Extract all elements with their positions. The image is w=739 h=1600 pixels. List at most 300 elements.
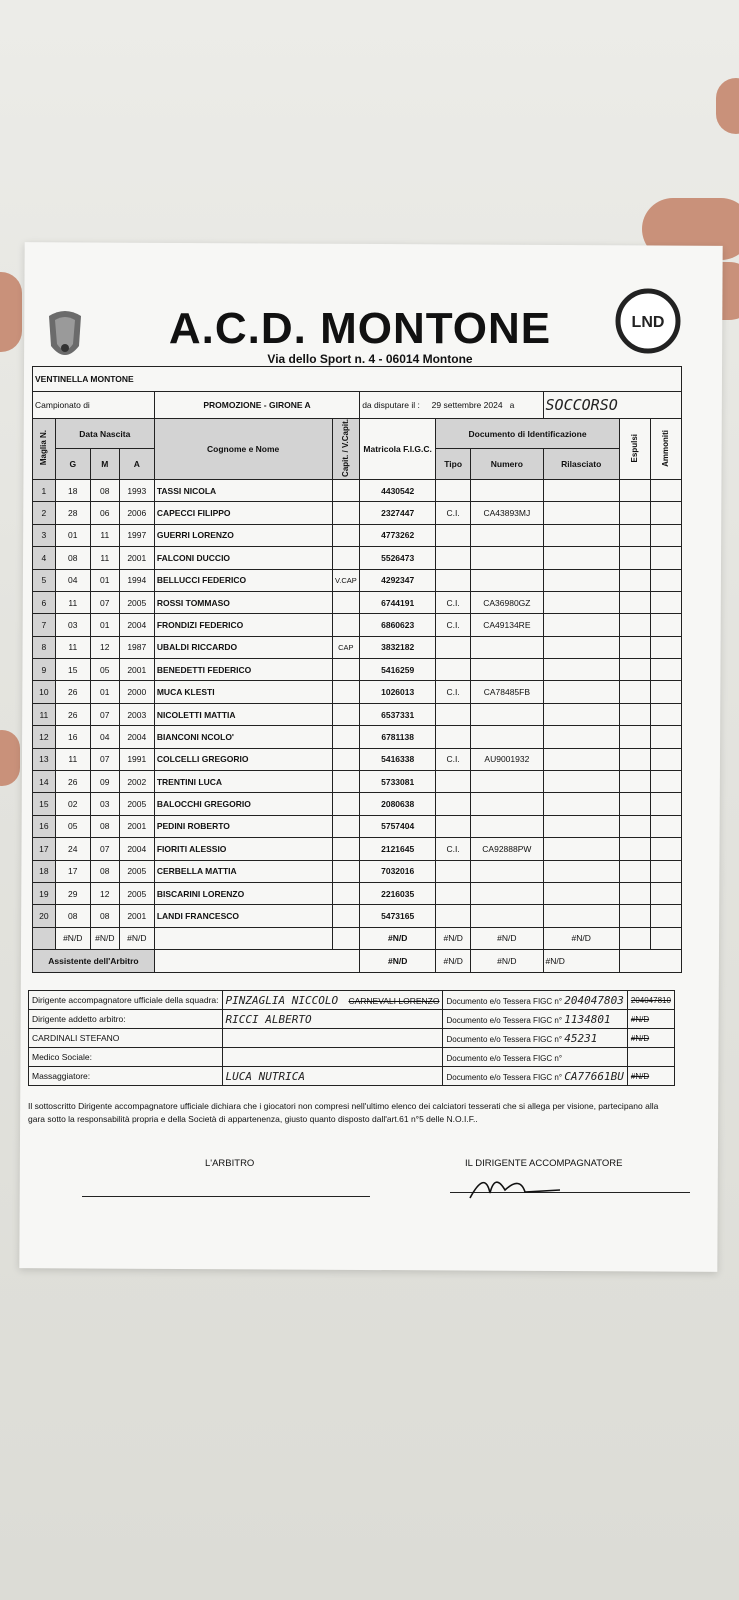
staff-role: Dirigente accompagnatore ufficiale della squadra:	[29, 991, 223, 1010]
captain-mark	[332, 838, 360, 860]
staff-person-cell	[222, 1029, 443, 1048]
registration-number: 5526473	[360, 547, 436, 569]
birth-month: 06	[90, 502, 119, 524]
championship-label: Campionato di	[33, 392, 155, 419]
staff-row	[29, 1029, 675, 1048]
registration-number: 2216035	[360, 882, 436, 904]
birth-year: 2001	[119, 659, 154, 681]
booked	[650, 591, 681, 613]
birth-day: 26	[55, 681, 90, 703]
birth-month: 01	[90, 681, 119, 703]
club-address: Via dello Sport n. 4 - 06014 Montone	[267, 352, 473, 366]
table-row	[33, 591, 682, 613]
col-id-document: Documento di Identificazione	[436, 419, 620, 449]
ra-type: #N/D	[436, 950, 471, 972]
captain-mark	[332, 905, 360, 927]
sent-off	[619, 748, 650, 770]
staff-row	[29, 1067, 675, 1086]
staff-doc-struck: #N/D	[627, 1067, 674, 1086]
captain-mark	[332, 815, 360, 837]
ra-number: #N/D	[471, 950, 543, 972]
shirt-number: 4	[33, 547, 56, 569]
staff-handwritten-name: PINZAGLIA NICCOLO	[225, 993, 339, 1007]
doc-type: C.I.	[436, 502, 471, 524]
staff-doc-value: 1134801	[564, 1012, 611, 1026]
doc-issued	[543, 793, 619, 815]
birth-day: 04	[55, 569, 90, 591]
captain-mark	[332, 703, 360, 725]
shirt-number: 18	[33, 860, 56, 882]
birth-day: 01	[55, 524, 90, 546]
sent-off	[619, 882, 650, 904]
player-name: MUCA KLESTI	[154, 681, 332, 703]
birth-year: 2004	[119, 614, 154, 636]
staff-doc-struck: #N/D	[627, 1029, 674, 1048]
doc-number: CA49134RE	[471, 614, 543, 636]
birth-month: 07	[90, 748, 119, 770]
shirt-number: 12	[33, 726, 56, 748]
doc-number	[471, 569, 543, 591]
doc-type	[436, 726, 471, 748]
staff-person-cell	[222, 991, 443, 1010]
doc-issued	[543, 591, 619, 613]
sent-off	[619, 815, 650, 837]
table-row	[33, 524, 682, 546]
registration-number: 2121645	[360, 838, 436, 860]
doc-number	[471, 905, 543, 927]
doc-type	[436, 771, 471, 793]
referee-assistant-name	[154, 950, 359, 972]
birth-day: 02	[55, 793, 90, 815]
birth-month: 11	[90, 547, 119, 569]
doc-issued	[543, 726, 619, 748]
table-row	[33, 636, 682, 658]
shirt-number: 7	[33, 614, 56, 636]
registration-number: 4773262	[360, 524, 436, 546]
table-row	[33, 726, 682, 748]
staff-doc-value: CA77661BU	[564, 1069, 624, 1083]
sent-off	[619, 569, 650, 591]
sent-off	[619, 591, 650, 613]
birth-month: 03	[90, 793, 119, 815]
booked	[650, 703, 681, 725]
birth-year: 2005	[119, 793, 154, 815]
registration-number: 5416259	[360, 659, 436, 681]
birth-day: 08	[55, 905, 90, 927]
shirt-number: 10	[33, 681, 56, 703]
shirt-number: 1	[33, 479, 56, 501]
shirt-number: 13	[33, 748, 56, 770]
birth-year: 1987	[119, 636, 154, 658]
captain-mark	[332, 726, 360, 748]
staff-struck-name: CARNEVALI LORENZO	[348, 995, 440, 1006]
doc-number	[471, 815, 543, 837]
col-sent-off: Espulsi	[630, 433, 640, 463]
doc-issued	[543, 569, 619, 591]
birth-month: 07	[90, 703, 119, 725]
booked	[650, 771, 681, 793]
referee-assistant-label: Assistente dell'Arbitro	[33, 950, 155, 972]
doc-type	[436, 905, 471, 927]
birth-day: 11	[55, 591, 90, 613]
player-name: LANDI FRANCESCO	[154, 905, 332, 927]
staff-doc-label: Documento e/o Tessera FIGC n°	[446, 1072, 563, 1082]
booked	[650, 793, 681, 815]
shirt-number: 3	[33, 524, 56, 546]
birth-year: 2001	[119, 815, 154, 837]
player-name: BALOCCHI GREGORIO	[154, 793, 332, 815]
doc-type	[436, 659, 471, 681]
captain-mark	[332, 748, 360, 770]
birth-year: 2005	[119, 882, 154, 904]
table-row	[33, 905, 682, 927]
staff-doc-struck: 204047810	[627, 991, 674, 1010]
booked	[650, 905, 681, 927]
doc-number: CA78485FB	[471, 681, 543, 703]
doc-issued	[543, 479, 619, 501]
birth-month: 11	[90, 524, 119, 546]
sent-off	[619, 793, 650, 815]
referee-label: L'ARBITRO	[205, 1158, 255, 1169]
empty-sent-off	[619, 927, 650, 949]
birth-day: 11	[55, 636, 90, 658]
na-number: #N/D	[471, 927, 543, 949]
doc-issued	[543, 771, 619, 793]
doc-number: CA43893MJ	[471, 502, 543, 524]
booked	[650, 524, 681, 546]
doc-issued	[543, 905, 619, 927]
player-name: NICOLETTI MATTIA	[154, 703, 332, 725]
doc-number	[471, 860, 543, 882]
col-registration: Matricola F.I.G.C.	[360, 419, 436, 480]
empty-captain	[332, 927, 360, 949]
doc-issued	[543, 882, 619, 904]
birth-day: 11	[55, 748, 90, 770]
doc-type	[436, 524, 471, 546]
birth-month: 08	[90, 860, 119, 882]
captain-mark	[332, 502, 360, 524]
doc-number	[471, 793, 543, 815]
staff-doc-cell	[443, 1067, 627, 1086]
player-name: PEDINI ROBERTO	[154, 815, 332, 837]
captain-mark	[332, 860, 360, 882]
table-row	[33, 771, 682, 793]
na-day: #N/D	[55, 927, 90, 949]
na-issued: #N/D	[543, 927, 619, 949]
birth-year: 2005	[119, 860, 154, 882]
doc-type: C.I.	[436, 838, 471, 860]
registration-number: 4292347	[360, 569, 436, 591]
birth-day: 24	[55, 838, 90, 860]
doc-number	[471, 703, 543, 725]
booked	[650, 502, 681, 524]
manager-signature	[465, 1168, 565, 1202]
staff-doc-cell	[443, 1048, 627, 1067]
table-row	[33, 860, 682, 882]
doc-number: CA36980GZ	[471, 591, 543, 613]
booked	[650, 726, 681, 748]
doc-issued	[543, 838, 619, 860]
staff-handwritten-name: RICCI ALBERTO	[225, 1012, 312, 1026]
birth-day: 08	[55, 547, 90, 569]
shirt-number: 16	[33, 815, 56, 837]
captain-mark	[332, 681, 360, 703]
col-issued: Rilasciato	[543, 449, 619, 479]
player-name: UBALDI RICCARDO	[154, 636, 332, 658]
captain-mark: CAP	[332, 636, 360, 658]
doc-issued	[543, 502, 619, 524]
registration-number: 4430542	[360, 479, 436, 501]
doc-issued	[543, 547, 619, 569]
booked	[650, 569, 681, 591]
booked	[650, 748, 681, 770]
birth-month: 08	[90, 479, 119, 501]
birth-month: 05	[90, 659, 119, 681]
birth-day: 05	[55, 815, 90, 837]
doc-type: C.I.	[436, 614, 471, 636]
captain-mark	[332, 479, 360, 501]
table-row	[33, 479, 682, 501]
birth-day: 26	[55, 771, 90, 793]
birth-month: 04	[90, 726, 119, 748]
doc-issued	[543, 681, 619, 703]
col-doc-type: Tipo	[436, 449, 471, 479]
shirt-number: 11	[33, 703, 56, 725]
birth-year: 1994	[119, 569, 154, 591]
player-name: FIORITI ALESSIO	[154, 838, 332, 860]
na-registration: #N/D	[360, 927, 436, 949]
ra-empty	[619, 950, 681, 972]
registration-number: 2327447	[360, 502, 436, 524]
staff-doc-cell	[443, 1029, 627, 1048]
registration-number: 5416338	[360, 748, 436, 770]
doc-issued	[543, 703, 619, 725]
doc-type	[436, 860, 471, 882]
na-type: #N/D	[436, 927, 471, 949]
table-row	[33, 815, 682, 837]
table-row	[33, 614, 682, 636]
staff-role: Massaggiatore:	[29, 1067, 223, 1086]
col-captain: Capit. / V.Capit.	[341, 419, 351, 477]
doc-issued	[543, 614, 619, 636]
sent-off	[619, 659, 650, 681]
col-shirt-number: Maglia N.	[39, 430, 49, 466]
staff-doc-value: 45231	[564, 1031, 598, 1045]
player-name: ROSSI TOMMASO	[154, 591, 332, 613]
captain-mark: V.CAP	[332, 569, 360, 591]
doc-type	[436, 815, 471, 837]
to-play-on-label: da disputare il :	[362, 400, 420, 410]
sent-off	[619, 502, 650, 524]
birth-month: 09	[90, 771, 119, 793]
team-name: VENTINELLA MONTONE	[33, 367, 682, 392]
registration-number: 5473165	[360, 905, 436, 927]
birth-day: 28	[55, 502, 90, 524]
table-row	[33, 703, 682, 725]
svg-text:LND: LND	[631, 314, 665, 331]
shirt-number: 5	[33, 569, 56, 591]
doc-number	[471, 636, 543, 658]
doc-type	[436, 636, 471, 658]
doc-number	[471, 771, 543, 793]
birth-month: 08	[90, 815, 119, 837]
player-name: COLCELLI GREGORIO	[154, 748, 332, 770]
staff-row	[29, 1010, 675, 1029]
team-manager-label: IL DIRIGENTE ACCOMPAGNATORE	[465, 1158, 623, 1169]
staff-doc-label: Documento e/o Tessera FIGC n°	[446, 1053, 563, 1063]
left-finger-bottom	[0, 730, 20, 786]
match-date-suffix: a	[509, 400, 515, 410]
birth-year: 2004	[119, 838, 154, 860]
staff-doc-struck	[627, 1048, 674, 1067]
doc-issued	[543, 659, 619, 681]
captain-mark	[332, 659, 360, 681]
club-name: A.C.D. MONTONE	[168, 304, 552, 353]
col-day: G	[55, 449, 90, 479]
birth-day: 26	[55, 703, 90, 725]
birth-year: 1997	[119, 524, 154, 546]
doc-number: CA92888PW	[471, 838, 543, 860]
birth-month: 01	[90, 569, 119, 591]
booked	[650, 659, 681, 681]
sent-off	[619, 636, 650, 658]
birth-month: 07	[90, 838, 119, 860]
lnd-league-logo	[615, 288, 681, 354]
staff-doc-cell	[443, 991, 627, 1010]
captain-mark	[332, 614, 360, 636]
shirt-number: 20	[33, 905, 56, 927]
staff-person-cell	[222, 1048, 443, 1067]
col-month: M	[90, 449, 119, 479]
doc-type: C.I.	[436, 591, 471, 613]
doc-type	[436, 569, 471, 591]
booked	[650, 681, 681, 703]
staff-role: Medico Sociale:	[29, 1048, 223, 1067]
player-name: FALCONI DUCCIO	[154, 547, 332, 569]
shirt-number: 6	[33, 591, 56, 613]
doc-issued	[543, 524, 619, 546]
doc-type: C.I.	[436, 681, 471, 703]
referee-signature-line	[82, 1196, 370, 1197]
registration-number: 1026013	[360, 681, 436, 703]
registration-number: 6860623	[360, 614, 436, 636]
registration-number: 6781138	[360, 726, 436, 748]
staff-table	[28, 990, 675, 1086]
shirt-number: 19	[33, 882, 56, 904]
staff-doc-struck: #N/D	[627, 1010, 674, 1029]
sent-off	[619, 771, 650, 793]
staff-handwritten-name: LUCA NUTRICA	[225, 1069, 305, 1083]
na-month: #N/D	[90, 927, 119, 949]
sheet-header	[40, 300, 700, 372]
player-name: CERBELLA MATTIA	[154, 860, 332, 882]
doc-type: C.I.	[436, 748, 471, 770]
booked	[650, 479, 681, 501]
birth-day: 29	[55, 882, 90, 904]
table-row	[33, 502, 682, 524]
sent-off	[619, 681, 650, 703]
ra-registration: #N/D	[360, 950, 436, 972]
doc-number	[471, 479, 543, 501]
staff-person-cell	[222, 1010, 443, 1029]
staff-rows	[29, 991, 675, 1086]
staff-doc-label: Documento e/o Tessera FIGC n°	[446, 1034, 563, 1044]
col-name: Cognome e Nome	[154, 419, 332, 480]
birth-year: 2001	[119, 547, 154, 569]
birth-year: 1993	[119, 479, 154, 501]
table-row	[33, 659, 682, 681]
captain-mark	[332, 524, 360, 546]
booked	[650, 838, 681, 860]
table-row	[33, 547, 682, 569]
captain-mark	[332, 793, 360, 815]
doc-number	[471, 659, 543, 681]
col-booked: Ammoniti	[661, 429, 671, 467]
registration-number: 2080638	[360, 793, 436, 815]
birth-month: 01	[90, 614, 119, 636]
captain-mark	[332, 882, 360, 904]
staff-doc-value: 204047803	[564, 993, 624, 1007]
staff-person-cell	[222, 1067, 443, 1086]
player-name: TASSI NICOLA	[154, 479, 332, 501]
registration-number: 5757404	[360, 815, 436, 837]
player-name: BELLUCCI FEDERICO	[154, 569, 332, 591]
birth-year: 2000	[119, 681, 154, 703]
staff-doc-label: Documento e/o Tessera FIGC n°	[446, 1015, 563, 1025]
doc-type	[436, 793, 471, 815]
doc-number	[471, 726, 543, 748]
captain-mark	[332, 547, 360, 569]
birth-year: 1991	[119, 748, 154, 770]
birth-month: 07	[90, 591, 119, 613]
staff-doc-cell	[443, 1010, 627, 1029]
booked	[650, 882, 681, 904]
birth-year: 2003	[119, 703, 154, 725]
doc-number: AU9001932	[471, 748, 543, 770]
sent-off	[619, 860, 650, 882]
player-name: BISCARINI LORENZO	[154, 882, 332, 904]
table-row	[33, 838, 682, 860]
birth-day: 16	[55, 726, 90, 748]
doc-number	[471, 547, 543, 569]
sent-off	[619, 838, 650, 860]
birth-day: 15	[55, 659, 90, 681]
birth-year: 2005	[119, 591, 154, 613]
match-date: 29 settembre 2024	[431, 400, 503, 410]
sent-off	[619, 726, 650, 748]
sent-off	[619, 479, 650, 501]
sent-off	[619, 547, 650, 569]
staff-role: CARDINALI STEFANO	[29, 1029, 223, 1048]
table-row	[33, 681, 682, 703]
shirt-number: 14	[33, 771, 56, 793]
birth-year: 2002	[119, 771, 154, 793]
captain-mark	[332, 771, 360, 793]
booked	[650, 815, 681, 837]
birth-day: 17	[55, 860, 90, 882]
staff-role: Dirigente addetto arbitro:	[29, 1010, 223, 1029]
player-name: BENEDETTI FEDERICO	[154, 659, 332, 681]
staff-row	[29, 991, 675, 1010]
sent-off	[619, 614, 650, 636]
doc-issued	[543, 860, 619, 882]
match-date-cell	[360, 392, 543, 419]
shirt-number: 17	[33, 838, 56, 860]
booked	[650, 636, 681, 658]
table-row	[33, 882, 682, 904]
doc-issued	[543, 815, 619, 837]
shirt-number: 15	[33, 793, 56, 815]
